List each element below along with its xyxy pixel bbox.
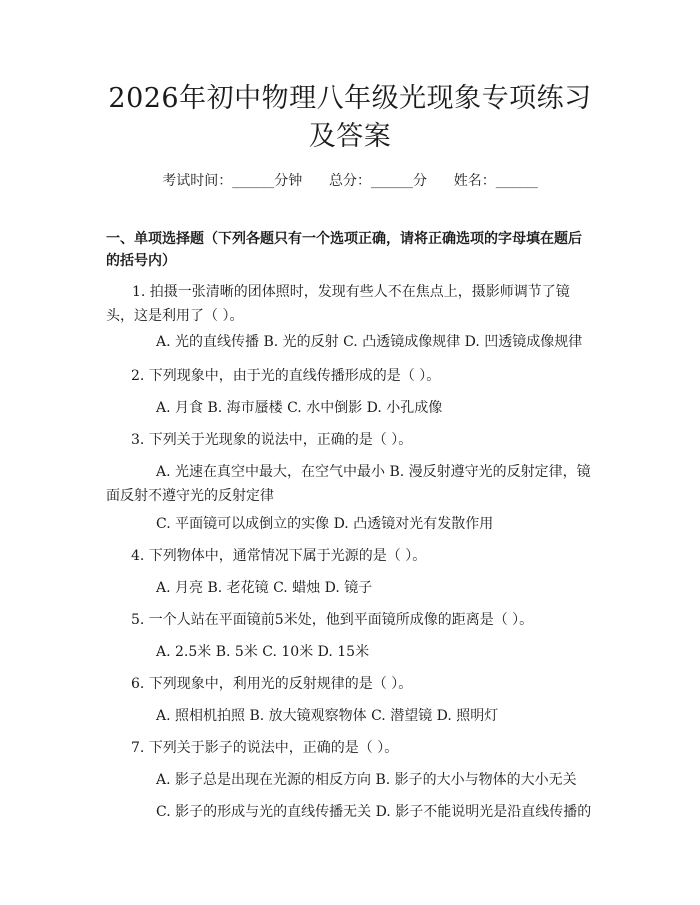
question-7: 7. 下列关于影子的说法中，正确的是（ ）。 <box>131 740 399 756</box>
page-title: 2026年初中物理八年级光现象专项练习及答案 <box>108 83 592 152</box>
question-2-options: A. 月食 B. 海市蜃楼 C. 水中倒影 D. 小孔成像 <box>156 400 443 416</box>
question-5: 5. 一个人站在平面镜前5米处，他到平面镜所成像的距离是（ ）。 <box>131 612 534 628</box>
question-5-options: A. 2.5米 B. 5米 C. 10米 D. 15米 <box>156 644 370 660</box>
total-score: 总分：______分 <box>329 173 427 189</box>
question-4-options: A. 月亮 B. 老花镜 C. 蜡烛 D. 镜子 <box>156 580 373 596</box>
question-6-options: A. 照相机拍照 B. 放大镜观察物体 C. 潜望镜 D. 照明灯 <box>156 708 499 724</box>
question-2: 2. 下列现象中，由于光的直线传播形成的是（ ）。 <box>131 368 441 384</box>
question-7-options-1: A. 影子总是出现在光源的相反方向 B. 影子的大小与物体的大小无关 <box>156 772 577 788</box>
question-1-options: A. 光的直线传播 B. 光的反射 C. 凸透镜成像规律 D. 凹透镜成像规律 <box>156 334 583 350</box>
question-1: 1. 拍摄一张清晰的团体照时，发现有些人不在焦点上，摄影师调节了镜头，这是利用了（ ）。 <box>106 284 570 324</box>
question-4: 4. 下列物体中，通常情况下属于光源的是（ ）。 <box>131 548 427 564</box>
section-heading: 一、单项选择题（下列各题只有一个选项正确，请将正确选项的字母填在题后的括号内） <box>106 231 582 269</box>
question-3-options-1: A. 光速在真空中最大，在空气中最小 B. 漫反射遵守光的反射定律，镜面反射不遵守光的反射定律 <box>106 464 591 504</box>
question-3-options-2: C. 平面镜可以成倒立的实像 D. 凸透镜对光有发散作用 <box>156 516 494 532</box>
question-3: 3. 下列关于光现象的说法中，正确的是（ ）。 <box>131 432 413 448</box>
question-6: 6. 下列现象中，利用光的反射规律的是（ ）。 <box>131 676 413 692</box>
exam-time: 考试时间：______分钟 <box>162 173 303 189</box>
question-7-options-2: C. 影子的形成与光的直线传播无关 D. 影子不能说明光是沿直线传播的 <box>156 804 592 820</box>
student-name: 姓名：______ <box>453 173 538 189</box>
exam-meta <box>0 170 700 190</box>
